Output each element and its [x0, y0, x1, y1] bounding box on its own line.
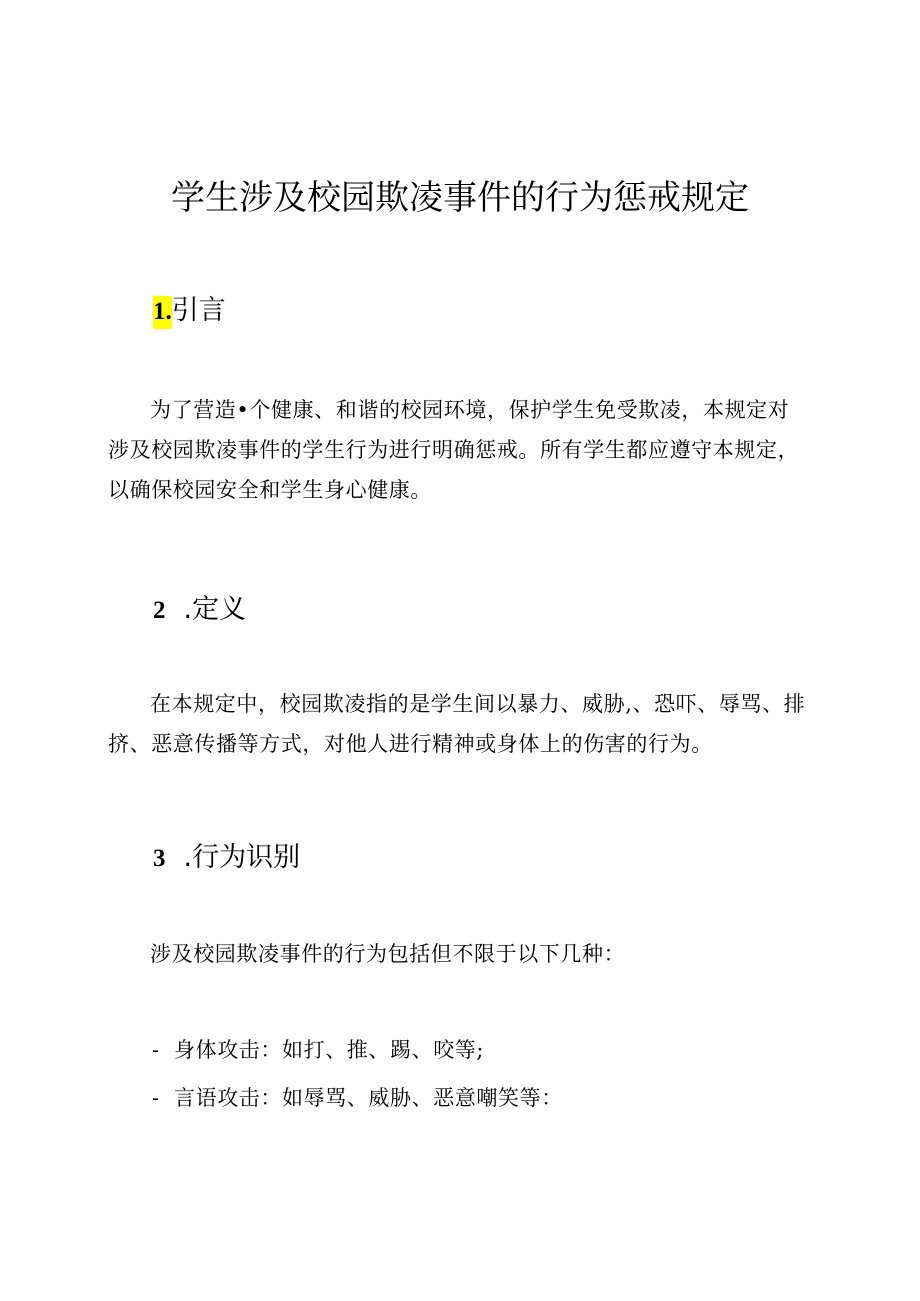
list-item-text: 言语攻击：如辱骂、威胁、恶意嘲笑等：	[174, 1086, 563, 1110]
list-marker: -	[152, 1086, 160, 1110]
document-title: 学生涉及校园欺凌事件的行为惩戒规定	[171, 178, 749, 218]
section-number: 2	[153, 597, 166, 624]
list-item-text: 身体攻击：如打、推、踢、咬等;	[174, 1038, 485, 1062]
section-title: .行为识别	[183, 842, 301, 873]
section-heading-introduction	[153, 293, 226, 330]
section-number: 3	[153, 845, 166, 872]
section-heading-behavior-identification	[153, 840, 300, 877]
section-heading-definition	[153, 592, 246, 629]
section-number: 1.	[153, 296, 172, 329]
list-item	[152, 1034, 484, 1066]
section-paragraph-behavior-identification: 涉及校园欺凌事件的行为包括但不限于以下几种：	[150, 942, 626, 966]
section-title: .定义	[183, 594, 247, 625]
section-paragraph-definition: 在本规定中，校园欺凌指的是学生间以暴力、威胁,、恐吓、辱骂、排挤、恶意传播等方式，对他人进行精神或身体上的伤害的行为。	[108, 692, 806, 756]
list-marker: -	[152, 1038, 160, 1062]
list-item	[152, 1082, 563, 1114]
section-title: 引言	[171, 295, 226, 326]
section-paragraph-introduction: 为了营造•个健康、和谐的校园环境，保护学生免受欺凌，本规定对涉及校园欺凌事件的学生行为进行明确惩戒。所有学生都应遵守本规定，以确保校园安全和学生身心健康。	[108, 398, 800, 502]
